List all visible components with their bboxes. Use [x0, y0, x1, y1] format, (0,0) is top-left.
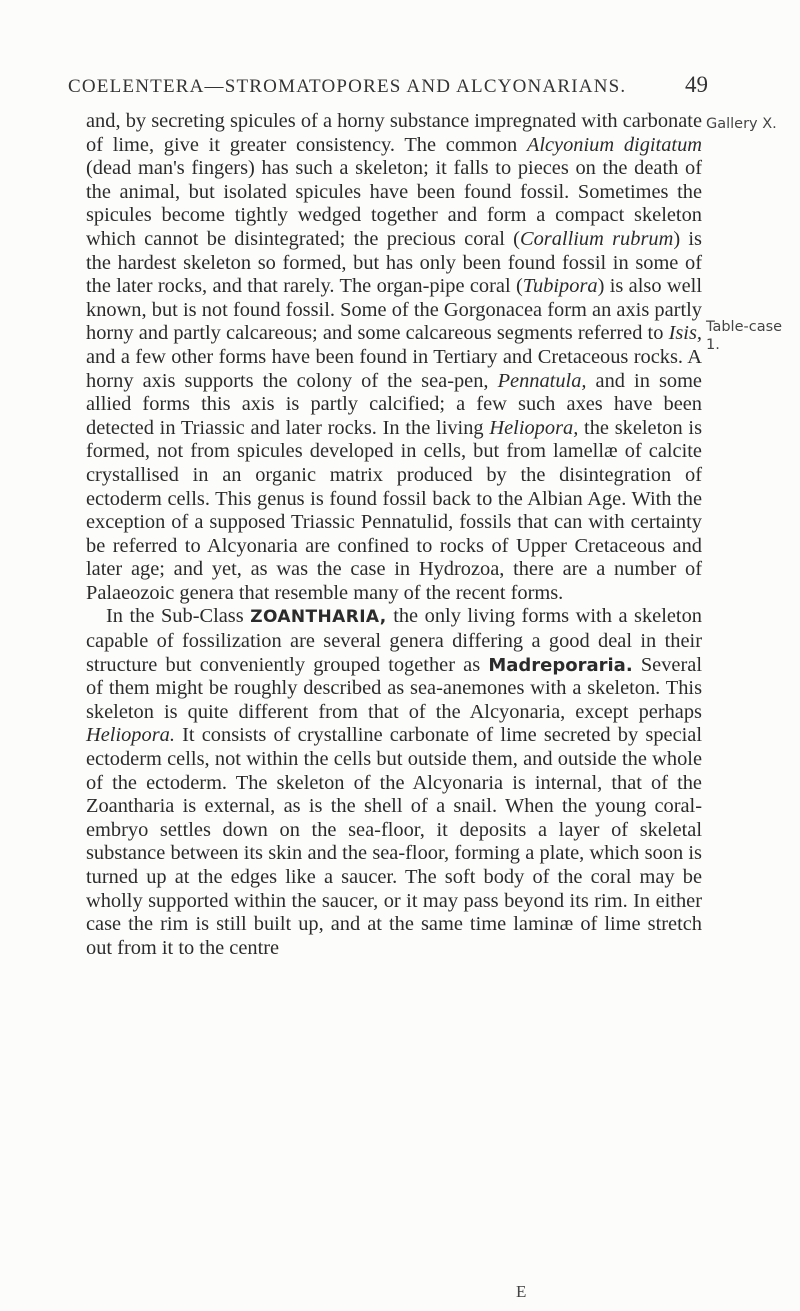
text-run: Several of them might be roughly described as sea-anemones with a skeleton. This skeleton is quite different from that of the Alcyonaria, except perhaps [86, 653, 702, 723]
paragraph-zoantharia [86, 605, 702, 960]
text-run: and in some allied forms this axis is partly calcified; a few such axes have been detected in Triassic and later rocks. In the living [86, 369, 702, 439]
taxon-name: Heliopora. [86, 724, 175, 747]
text-run: the skeleton is formed, not from spicules developed in cells, but from lamellæ of calcite crystallised in an organic matrix produced by the disintegration of ectoderm cells. This genus is found fossil back to the Albian Age. With the exception of a supposed Triassic Pennatulid, fossils that can with certainty be referred to Alcyonaria are confined to rocks of Upper Cretaceous and later age; and yet, as was the case in Hydrozoa, there are a number of Palaeozoic genera that resemble many of the recent forms. [86, 416, 702, 604]
taxon-name: Heliopora, [489, 416, 579, 439]
paragraph-alcyonaria [86, 110, 702, 605]
body-text [86, 110, 702, 960]
text-run: and a few other forms have been found in Tertiary and Cretaceous rocks. A horny axis supports the colony of the sea-pen, [86, 345, 702, 392]
page-number: 49 [685, 72, 708, 97]
text-run: (dead man's fingers) has such a skeleton; it falls to pieces on the death of the animal, but isolated spicules have been found fossil. Sometimes the spicules become tightly wedged together and form a compact skeleton which cannot be disintegrated; the precious coral ( [86, 157, 702, 250]
text-run: It consists of crystalline carbonate of lime secreted by special ectoderm cells, not within the cells but outside them, and outside the whole of the ectoderm. The skeleton of the Alcyonaria is internal, that of the Zoantharia is external, as is the shell of a snail. When the young coral-embryo settles down on the sea-floor, it deposits a layer of skeletal substance between its skin and the sea-floor, forming a plate, which soon is turned up at the edges like a saucer. The soft body of the coral may be wholly supported within the saucer, or it may pass beyond its rim. In either case the rim is still built up, and at the same time laminæ of lime stretch out from it to the centre [86, 724, 702, 959]
text-run: and, by secreting spicules of a horny substance impregnated with carbonate of lime, give it greater consistency. The common [86, 110, 702, 156]
taxon-name: Isis, [668, 322, 702, 345]
taxon-name: Corallium rubrum [519, 227, 674, 250]
text-run: the only living forms with a skeleton capable of fossilization are several genera differing a good deal in their structure but conveniently grouped together as [86, 605, 702, 676]
text-run: ) is also well known, but is not found fossil. Some of the Gorgonacea form an axis partly horny and partly calcareous; and some calcareous segments referred to [86, 275, 702, 345]
running-title: COELENTERA—STROMATOPORES AND ALCYONARIANS. [68, 76, 627, 97]
signature-mark: E [516, 1282, 527, 1301]
taxon-name: Pennatula, [497, 369, 587, 392]
text-run: ) is the hardest skeleton so formed, but has only been found fossil in some of the later rocks, and that rarely. The organ-pipe coral ( [86, 227, 702, 298]
margin-note-gallery: Gallery X. [706, 116, 777, 132]
taxon-name: Alcyonium digitatum [526, 133, 702, 156]
text-run: In the Sub-Class [106, 605, 251, 628]
subclass-heading: ZOANTHARIA, [250, 607, 387, 628]
margin-note-table-case: Table-case 1. [706, 319, 783, 353]
taxon-name: Tubipora [522, 275, 598, 298]
order-heading: Madreporaria. [488, 654, 633, 676]
